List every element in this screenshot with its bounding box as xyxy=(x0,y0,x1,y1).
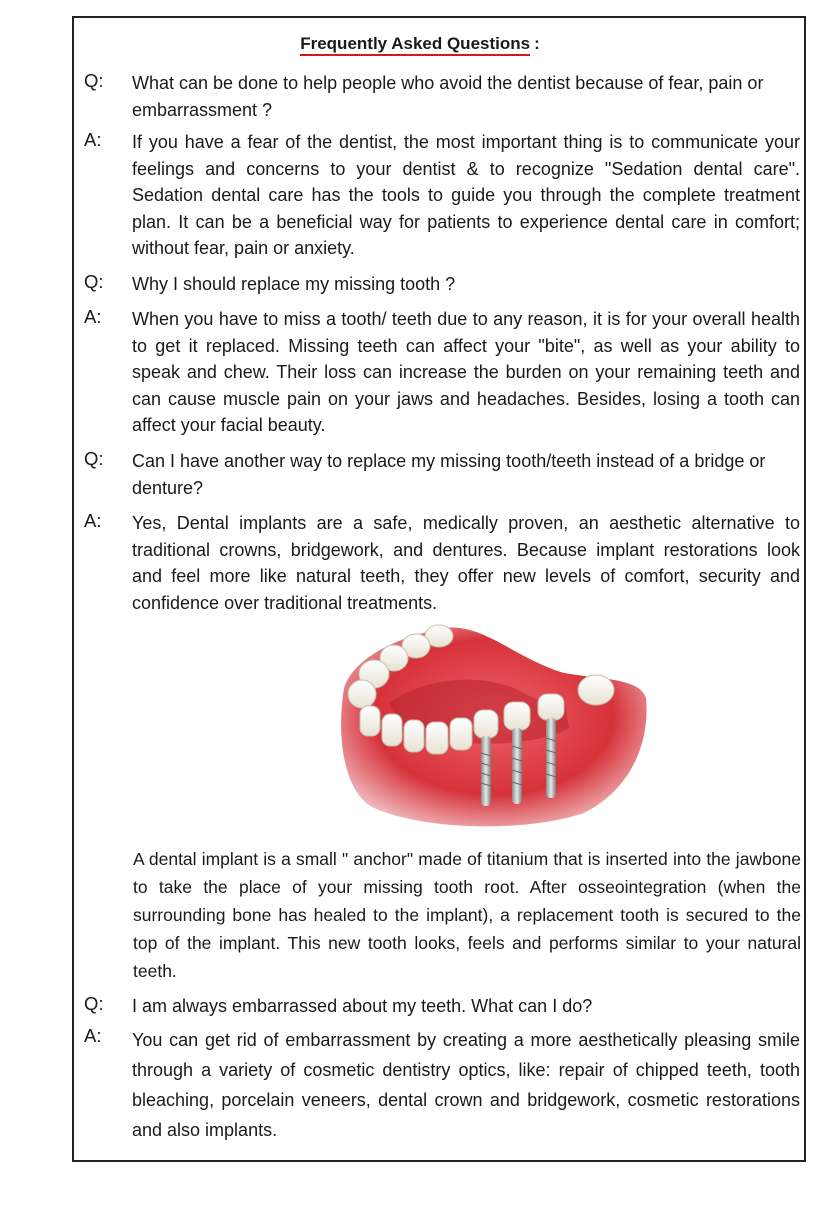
q-marker: Q: xyxy=(84,993,104,1014)
implant-description: A dental implant is a small " anchor" made of titanium that is inserted into the jawbone to take the place of your missing tooth root. After osseointegration (when the surrounding bone has healed to the implant), a replacement tooth is secured to the top of the implant. This new tooth looks, feels and performs similar to your natural teeth. xyxy=(133,849,801,981)
question-text: I am always embarrassed about my teeth. What can I do? xyxy=(132,996,593,1016)
answer-text: You can get rid of embarrassment by creating a more aesthetically pleasing smile through a variety of cosmetic dentistry optics, like: repair of chipped teeth, tooth bleaching, porcelain veneers, dental crown and bridgework, cosmetic restorations and also implants. xyxy=(132,1030,800,1140)
title-colon: : xyxy=(534,34,540,53)
question-text: Why I should replace my missing tooth ? xyxy=(132,274,456,294)
question-text: Can I have another way to replace my missing tooth/teeth instead of a bridge or denture? xyxy=(132,451,766,498)
a-marker: A: xyxy=(84,510,102,531)
q-marker: Q: xyxy=(84,271,104,292)
q-marker: Q: xyxy=(84,70,104,91)
page-title xyxy=(0,34,840,56)
answer-text: When you have to miss a tooth/ teeth due to any reason, it is for your overall health to get it replaced. Missing teeth can affect your "bite", as well as your ability to speak and chew. Their loss can increase the burden on your remaining teeth and can cause muscle pain on your jaws and headaches. Besides, losing a tooth can affect your facial beauty. xyxy=(132,309,800,435)
dental-implant-illustration xyxy=(334,618,650,832)
answer-text: If you have a fear of the dentist, the most important thing is to communicate your feelings and concerns to your dentist & to recognize "Sedation dental care". Sedation dental care has the tools to guide you through the complete treatment plan. It can be a beneficial way for patients to experience dental care in comfort; without fear, pain or anxiety. xyxy=(132,132,800,258)
page-title-text: Frequently Asked Questions xyxy=(300,34,530,56)
question-text: What can be done to help people who avoid the dentist because of fear, pain or embarrassment ? xyxy=(132,73,764,120)
a-marker: A: xyxy=(84,1025,102,1046)
a-marker: A: xyxy=(84,306,102,327)
q-marker: Q: xyxy=(84,448,104,469)
a-marker: A: xyxy=(84,129,102,150)
answer-text: Yes, Dental implants are a safe, medically proven, an aesthetic alternative to traditional crowns, bridgework, and dentures. Because implant restorations look and feel more like natural teeth, they offer new levels of comfort, security and confidence over traditional treatments. xyxy=(132,513,800,613)
